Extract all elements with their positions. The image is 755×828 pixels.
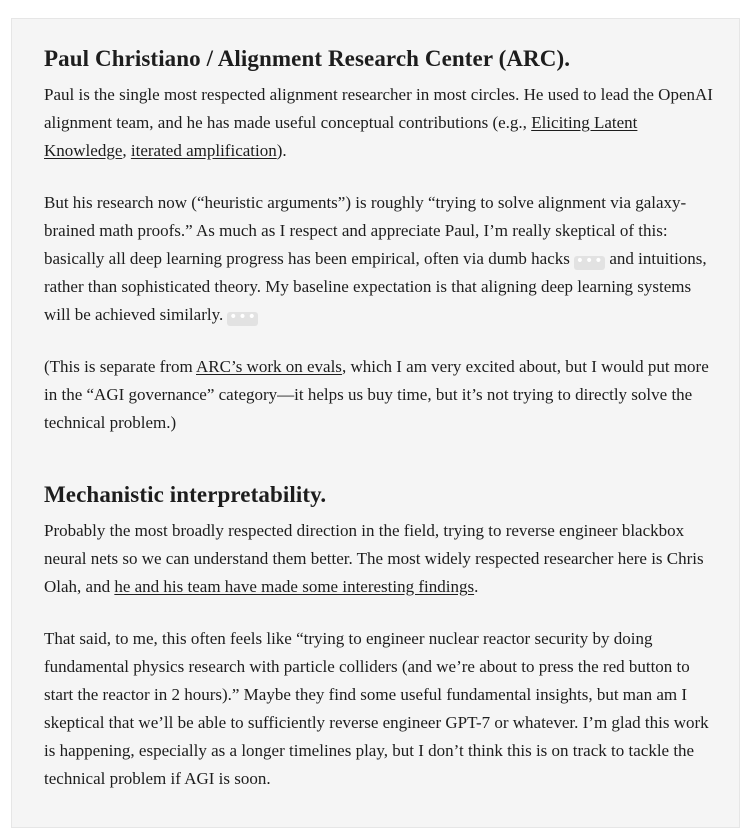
text-span: ).	[276, 141, 287, 160]
text-span: and intuitions, rather than sophisticated theory. My baseline expectation is that aligning deep learning systems will be achieved similarly.	[44, 249, 707, 324]
text-span: , which I am very excited about, but I would put more in the “AGI governance” category—it helps us buy time, but it’s not trying to directly solve the technical problem.)	[44, 357, 709, 432]
article-body	[44, 41, 716, 817]
section-heading-interpretability: Mechanistic interpretability.	[44, 482, 327, 507]
text-span: ,	[122, 141, 131, 160]
text-span: But his research now (“heuristic arguments”) is roughly “trying to solve alignment via galaxy-brained math proofs.” As much as I respect and appreciate Paul, I’m really skeptical of this: basically all deep learning progress has been empirical, often via dumb hacks	[44, 193, 687, 268]
paragraph-interpretability-skeptic: That said, to me, this often feels like “trying to engineer nuclear reactor security by doing fundamental physics research with particle colliders (and we’re about to press the red button to start the reactor in 2 hours).” Maybe they find some useful fundamental insights, but man am I skeptical that we’ll be able to sufficiently reverse engineer GPT-7 or whatever. I’m glad this work is happening, especially as a longer timelines play, but I don’t think this is on track to tackle the technical problem if AGI is soon.	[44, 629, 709, 788]
link-eliciting-latent-knowledge[interactable]: Eliciting Latent Knowledge	[44, 113, 638, 160]
paragraph-arc-evals	[44, 353, 716, 437]
footnote-button[interactable]: •••	[575, 253, 604, 269]
paragraph-heuristic-arguments	[44, 189, 716, 329]
paragraph-paul-intro	[44, 81, 716, 165]
text-span: Paul is the single most respected alignment researcher in most circles. He used to lead the OpenAI alignment team, and he has made useful conceptual contributions (e.g.,	[44, 85, 713, 132]
link-arc-evals[interactable]: ARC’s work on evals	[196, 357, 342, 376]
text-span: (This is separate from	[44, 357, 197, 376]
link-interesting-findings[interactable]: he and his team have made some interesting findings	[114, 577, 475, 596]
section-heading-arc: Paul Christiano / Alignment Research Center (ARC).	[44, 46, 571, 71]
link-iterated-amplification[interactable]: iterated amplification	[130, 141, 277, 160]
text-span: Probably the most broadly respected direction in the field, trying to reverse engineer blackbox neural nets so we can understand them better. The most widely respected researcher here is Chris Olah, and	[44, 521, 704, 596]
paragraph-interpretability-intro	[44, 517, 716, 601]
footnote-button[interactable]: •••	[229, 309, 257, 325]
article-card	[11, 18, 740, 828]
text-span: .	[474, 577, 479, 596]
